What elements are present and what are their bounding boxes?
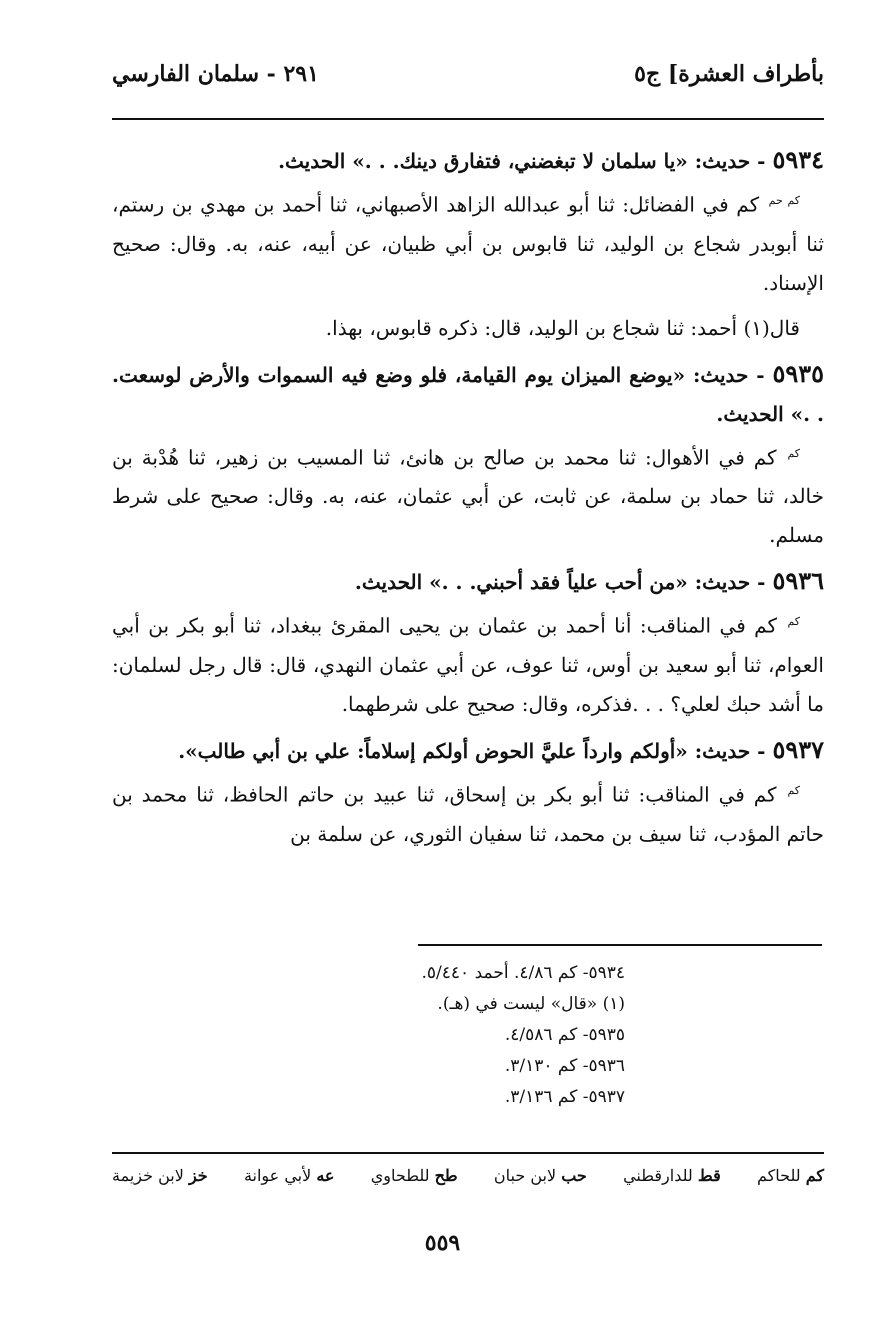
hadith-entry	[112, 561, 824, 724]
header-chapter-title: ٢٩١ - سلمان الفارسي	[112, 61, 319, 87]
legend-item: قط للدارقطني	[623, 1166, 721, 1185]
hadith-title-text: - حديث: «أولكم وارداً عليَّ الحوض أولكم إسلاماً: علي بن أبي طالب».	[178, 738, 766, 763]
legend-item: عه لأبي عوانة	[243, 1166, 335, 1185]
abbreviation-legend	[112, 1166, 824, 1185]
hadith-source	[112, 771, 824, 854]
main-text	[112, 140, 824, 860]
legend-item: حب لابن حبان	[493, 1166, 587, 1185]
hadith-title	[112, 730, 824, 771]
hadith-source	[112, 434, 824, 556]
header-book-title: بأطراف العشرة] ج٥	[634, 61, 824, 87]
footnotes	[225, 958, 625, 1113]
source-siglum: كم	[787, 446, 801, 460]
source-siglum: كم حم	[768, 194, 801, 207]
hadith-title	[112, 140, 824, 181]
hadith-title-text: - حديث: «من أحب علياً فقد أحبني. . .» الحديث.	[354, 570, 766, 595]
hadith-title	[112, 561, 824, 602]
hadith-source-text: كم في الفضائل: ثنا أبو عبدالله الزاهد الأصبهاني، ثنا أحمد بن مهدي بن رستم، ثنا أبوبدر شجاع بن الوليد، ثنا قابوس بن أبي ظبيان، عن أبيه، عنه، به. وقال: صحيح الإسناد.	[112, 192, 824, 295]
hadith-number: ٥٩٣٧	[772, 734, 824, 764]
hadith-entry	[112, 354, 824, 556]
hadith-number: ٥٩٣٤	[772, 145, 824, 174]
hadith-title-text: - حديث: «يا سلمان لا تبغضني، فتفارق دينك. . .» الحديث.	[278, 149, 766, 173]
running-header	[112, 56, 824, 92]
hadith-entry	[112, 140, 824, 348]
hadith-number: ٥٩٣٥	[772, 358, 824, 388]
hadith-source-text: كم في الأهوال: ثنا محمد بن صالح بن هانئ، ثنا المسيب بن زهير، ثنا هُدْبة بن خالد، ثنا حماد بن سلمة، عن ثابت، عن أبي عثمان، عنه، به. وقال: صحيح على شرط مسلم.	[112, 445, 824, 548]
hadith-number: ٥٩٣٦	[772, 566, 824, 596]
legend-item: كم للحاكم	[757, 1166, 824, 1185]
footnote-line: ٥٩٣٧- كم ٣/١٣٦.	[504, 1087, 625, 1107]
footnote-line: ٥٩٣٥- كم ٤/٥٨٦.	[504, 1025, 625, 1045]
hadith-title-text: - حديث: «يوضع الميزان يوم القيامة، فلو وضع فيه السموات والأرض لوسعت. . .» الحديث.	[112, 362, 824, 426]
source-siglum: كم	[787, 783, 801, 797]
footnote-line: ٥٩٣٦- كم ٣/١٣٠.	[504, 1056, 625, 1076]
hadith-entry	[112, 730, 824, 854]
hadith-note: قال(١) أحمد: ثنا شجاع بن الوليد، قال: ذكره قابوس، بهذا.	[325, 315, 800, 340]
legend-item: طح للطحاوي	[370, 1166, 458, 1185]
hadith-title	[112, 354, 824, 434]
source-siglum: كم	[787, 615, 800, 629]
footnote-line: ٥٩٣٤- كم ٤/٨٦. أحمد ٥/٤٤٠.	[421, 963, 625, 983]
hadith-source	[112, 602, 824, 724]
hadith-source-text: كم في المناقب: ثنا أبو بكر بن إسحاق، ثنا عبيد بن حاتم الحافظ، ثنا محمد بن حاتم المؤدب، ثنا سيف بن محمد، ثنا سفيان الثوري، عن سلمة بن	[112, 782, 824, 846]
footnote-rule	[418, 944, 822, 946]
header-rule	[112, 118, 824, 120]
legend-item: خز لابن خزيمة	[112, 1166, 208, 1185]
hadith-source	[112, 181, 824, 303]
page-number: ٥٥٩	[424, 1230, 461, 1256]
footnote-line: (١) «قال» ليست في (هـ).	[437, 994, 625, 1014]
legend-rule	[112, 1152, 824, 1154]
hadith-source-text: كم في المناقب: أنا أحمد بن عثمان بن يحيى المقرئ ببغداد، ثنا أبو بكر بن أبي العوام، ثنا أبو سعيد بن أوس، ثنا عوف، عن أبي عثمان النهدي، قال: قال رجل لسلمان: ما أشد حبك لعلي؟ . . .فذكره، وقال: صحيح على شرطهما.	[112, 613, 824, 716]
